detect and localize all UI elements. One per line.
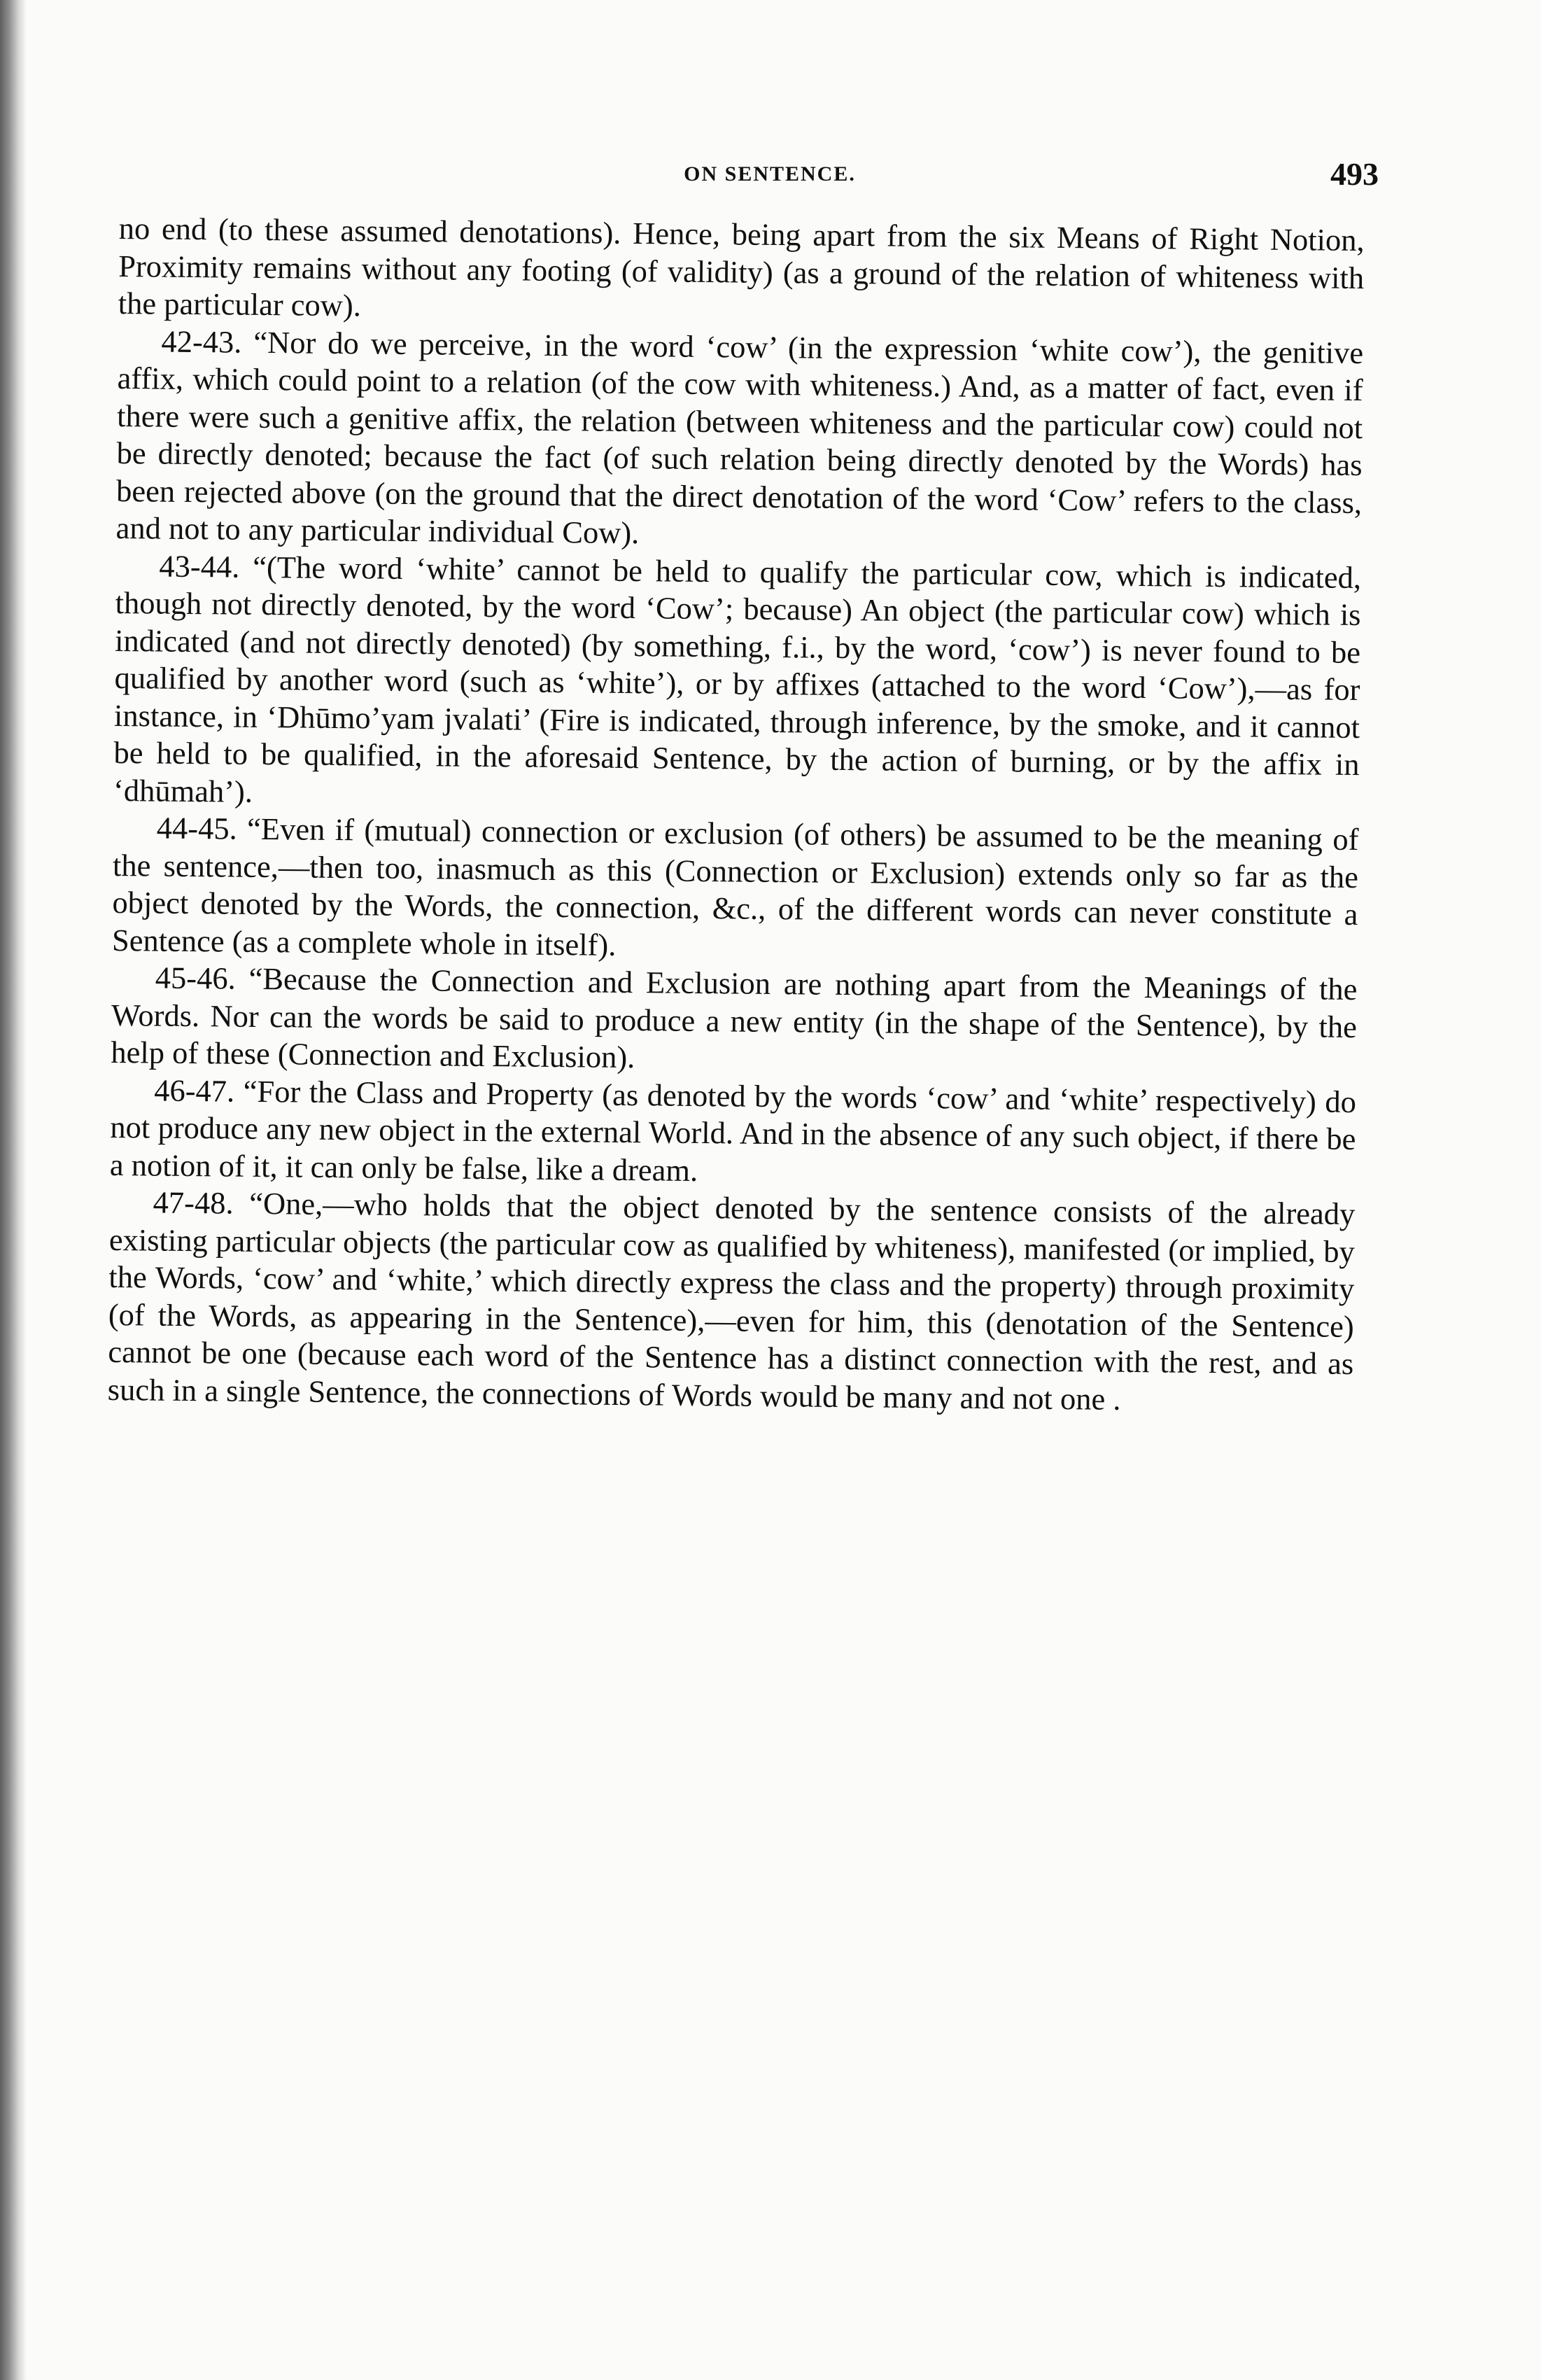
running-head: ON SENTENCE. (684, 162, 856, 186)
paragraph-43-44: 43-44. “(The word ‘white’ cannot be held to qualify the particular cow, which is indicated, though not directly denoted, by the word ‘Cow’; because) An object (the particular cow) which is indicated (and not directly denoted) (by something, f.i., by the word, ‘cow’) is never found to be qualified by another word (such as ‘white’), or by affixes (attached to the word ‘Cow’),—as for instance, in ‘Dhūmo’yam jvalati’ (Fire is indicated, through inference, by the smoke, and it cannot be held to be qualified, in the aforesaid Sentence, by the action of burning, or by the affix in ‘dhūmah’). (113, 548, 1362, 809)
page-header (161, 155, 1379, 197)
paragraph-44-45: 44-45. “Even if (mutual) connection or exclusion (of others) be assumed to be the meaning of the sentence,—then too, inasmuch as this (Connection or Exclusion) extends only so far as the object denoted by the Words, the connection, &c., of the different words can never constitute a Sentence (as a complete whole in itself). (111, 810, 1359, 962)
paragraph-42-43: 42-43. “Nor do we perceive, in the word ‘cow’ (in the expression ‘white cow’), the genitive affix, which could point to a relation (of the cow with whiteness.) And, as a matter of fact, even if there were such a genitive affix, the relation (between whiteness and the particular cow) could not be directly denoted; because the fact (of such relation being directly denoted by the Words) has been rejected above (on the ground that the direct denotation of the word ‘Cow’ refers to the class, and not to any particular individual Cow). (115, 323, 1364, 551)
body-text (108, 210, 1365, 1420)
paragraph-45-46: 45-46. “Because the Connection and Exclusion are nothing apart from the Meanings of the Words. Nor can the words be said to produce a new entity (in the shape of the Sentence), by the help of these (Connection and Exclusion). (111, 960, 1358, 1075)
page-number: 493 (1330, 156, 1379, 192)
paragraph-47-48: 47-48. “One,—who holds that the object denoted by the sentence consists of the already existing particular objects (the particular cow as qualified by whiteness), manifested (or implied, by the Words, ‘cow’ and ‘white,’ which directly express the class and the property) through proximity (of the Words, as appearing in the Sentence),—even for him, this (denotation of the Sentence) cannot be one (because each word of the Sentence has a distinct connection with the rest, and as such in a single Sentence, the connections of Words would be many and not one . (107, 1184, 1356, 1417)
paragraph-continuation: no end (to these assumed denotations). Hence, being apart from the six Means of Right Notion, Proximity remains without any footing (of validity) (as a ground of the relation of whiteness with the particular cow). (118, 210, 1365, 323)
binding-edge (0, 0, 27, 2380)
paragraph-46-47: 46-47. “For the Class and Property (as denoted by the words ‘cow’ and ‘white’ respectively) do not produce any new object in the external World. And in the absence of any such object, if there be a notion of it, it can only be false, like a dream. (109, 1072, 1357, 1188)
